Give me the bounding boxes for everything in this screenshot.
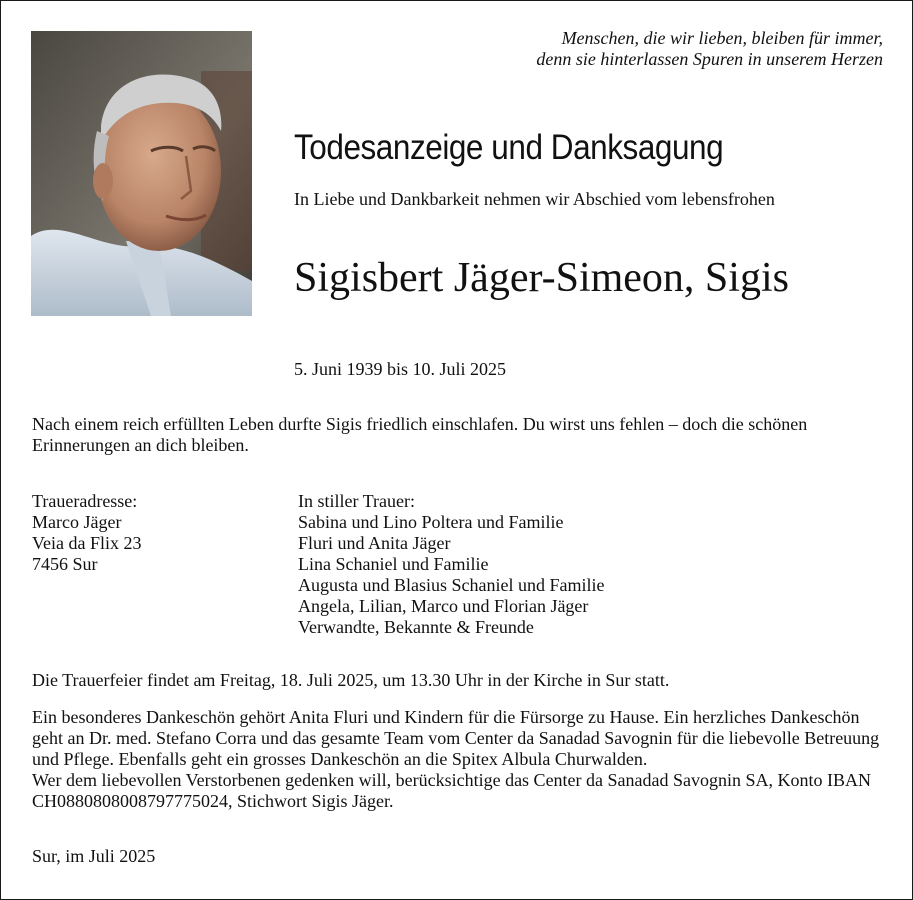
mourner-entry: Sabina und Lino Poltera und Familie [298,512,564,532]
mourner-entry: Lina Schaniel und Familie [298,554,489,574]
life-dates: 5. Juni 1939 bis 10. Juli 2025 [294,359,507,379]
mourner-entry: Augusta und Blasius Schaniel und Familie [298,575,605,595]
address-label: Traueradresse: [32,491,138,511]
motto-line-1: Menschen, die wir lieben, bleiben für immer, [561,28,883,48]
place-date: Sur, im Juli 2025 [32,846,156,866]
thanks-text: Ein besonderes Dankeschön gehört Anita Fluri und Kindern für die Fürsorge zu Hause. Ein herzliches Dankeschön geht an Dr. med. Stefano Corra und das gesamte Team vom Center da Sanadad Savognin für die liebevolle Betreuung und Pflege. Ebenfalls geht ein grosses Dankeschön an die Spitex Albula Churwalden. [32,707,880,769]
farewell-paragraph: Nach einem reich erfüllten Leben durfte Sigis friedlich einschlafen. Du wirst uns fehlen – doch die schönen Erinnerungen an dich bleiben. [32,414,808,455]
motto-quote [536,28,883,70]
thanks-paragraph [32,707,882,812]
notice-heading: Todesanzeige und Danksagung [294,128,724,167]
mourner-entry: Fluri und Anita Jäger [298,533,451,553]
deceased-name: Sigisbert Jäger-Simeon, Sigis [294,255,789,301]
address-line: Marco Jäger [32,512,122,532]
mourners-label: In stiller Trauer: [298,491,415,511]
mourning-address [32,491,142,575]
mourner-entry: Verwandte, Bekannte & Freunde [298,617,534,637]
funeral-info: Die Trauerfeier findet am Freitag, 18. Juli 2025, um 13.30 Uhr in der Kirche in Sur statt. [32,670,670,690]
intro-text: In Liebe und Dankbarkeit nehmen wir Abschied vom lebensfrohen [294,189,775,209]
mourner-entry: Angela, Lilian, Marco und Florian Jäger [298,596,589,616]
donation-text: Wer dem liebevollen Verstorbenen gedenken will, berücksichtige das Center da Sanadad Savognin SA, Konto IBAN CH0880808008797775024, Stichwort Sigis Jäger. [32,770,872,811]
address-line: 7456 Sur [32,554,98,574]
address-line: Veia da Flix 23 [32,533,142,553]
mourners-list [298,491,604,638]
portrait-photo [31,31,252,316]
motto-line-2: denn sie hinterlassen Spuren in unserem Herzen [536,49,883,69]
